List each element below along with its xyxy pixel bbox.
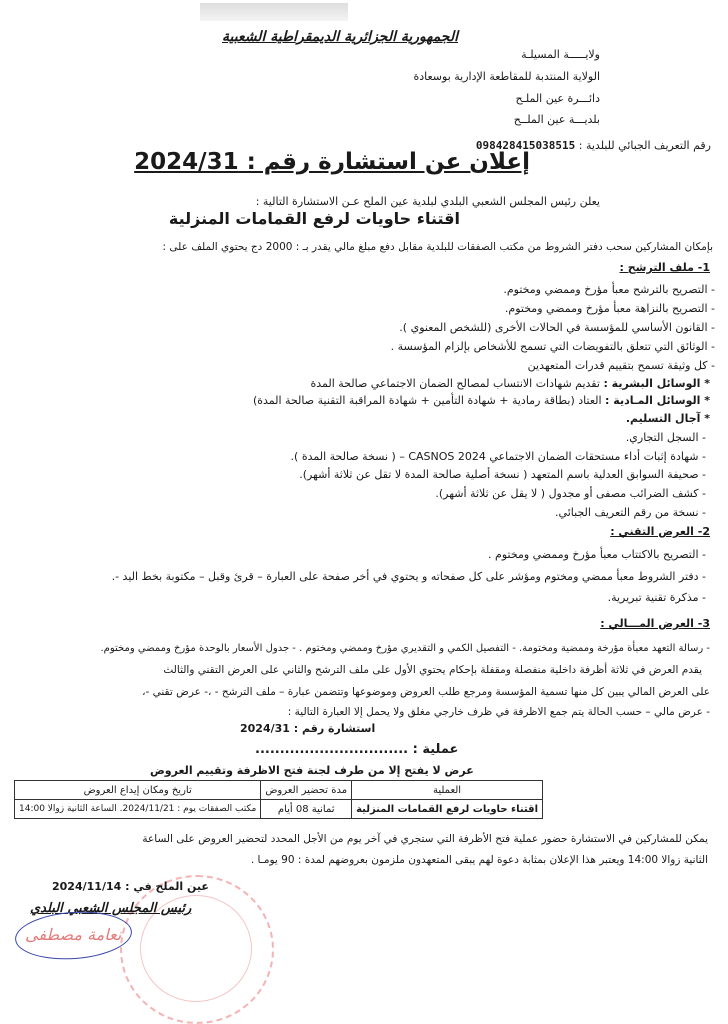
human-means-label: * الوسائل البشرية : bbox=[603, 377, 710, 390]
operation-line: عملية : ............................... bbox=[255, 742, 459, 757]
envelopes-text: - عرض مالي – حسب الحالة يتم جمع الاظرفة في ظرف خارجي مغلق ولا يحمل إلا العبارة التالية : bbox=[287, 706, 710, 718]
commune: بلديـــة عين الملــح bbox=[513, 113, 600, 126]
daira: دائـــرة عين الملـح bbox=[515, 92, 600, 105]
table-header: العملية bbox=[352, 781, 543, 800]
page-title: إعلان عن استشارة رقم : 2024/31 bbox=[134, 149, 530, 175]
list-item: - دفتر الشروط معبأ ممضي ومختوم ومؤشر على كل صفحاته و يحتوي في أخر صفحة على العبارة – قرئ وقبل – مكتوبة بخط اليد -. bbox=[111, 570, 706, 583]
list-item: - التصريح بالترشح معبأ مؤرخ وممضي ومختوم. bbox=[503, 283, 715, 296]
table-header: مدة تحضير العروض bbox=[261, 781, 352, 800]
delivery-label: * آجال التسليم. bbox=[625, 412, 710, 425]
closing-text: يمكن للمشاركين في الاستشارة حضور عملية فتح الأظرفة التي ستجري في آخر يوم من الأجل المحدد لتحضير العروض على الساعة bbox=[142, 833, 708, 845]
delegated-wilaya: الولاية المنتدبة للمقاطعة الإدارية بوسعادة bbox=[413, 70, 600, 83]
table-cell: ثمانية 08 أيام bbox=[261, 800, 352, 819]
table-cell: اقتناء حاويات لرفع القمامات المنزلية bbox=[352, 800, 543, 819]
closing-text: الثانية زوالا 14:00 ويعتبر هذا الإعلان بمثابة دعوة لهم يبقى المتعهدون ملزمون بعروضهم لمدة : 90 يومـا . bbox=[250, 854, 708, 866]
list-item: - التصريح بالاكتتاب معبأ مؤرخ وممضي ومختوم . bbox=[488, 548, 706, 561]
table-header: تاريخ ومكان إيداع العروض bbox=[15, 781, 261, 800]
signatory-title: رئيس المجلس الشعبي البلدي bbox=[30, 901, 192, 916]
list-item: - شهادة إثبات أداء مستحقات الضمان الاجتماعي CASNOS 2024 – ( نسخة صالحة المدة ). bbox=[290, 450, 706, 463]
list-item: - الوثائق التي تتعلق بالتفويضات التي تسمح للأشخاص بإلزام المؤسسة . bbox=[390, 340, 715, 353]
consultation-number: استشارة رقم : 2024/31 bbox=[240, 722, 376, 735]
list-item: - السجل التجاري. bbox=[625, 431, 706, 444]
envelopes-text: على العرض المالي يبين كل منها تسمية المؤسسة ومرجع طلب العروض وموضوعها وتتضمن عبارة – ملف الترشح - ،- عرض تقني -، bbox=[142, 686, 710, 698]
list-item: - التصريح بالنزاهة معبأ مؤرخ وممضي ومختوم. bbox=[504, 302, 715, 315]
wilaya: ولايـــــة المسيلـة bbox=[521, 48, 600, 61]
section1-heading: 1- ملف الترشح : bbox=[619, 261, 710, 274]
material-means-text: العتاد (بطاقة رمادية + شهادة التأمين + شهادة المراقبة التقنية صالحة المدة) bbox=[252, 394, 602, 407]
financial-items: - رسالة التعهد معبأة مؤرخة وممضية ومختومة. - التفصيل الكمي و التقديري مؤرخ وممضي ومختوم . - جدول الأسعار بالوحدة مؤرخ وممضي ومختوم. bbox=[100, 643, 710, 654]
scan-artifact bbox=[200, 3, 348, 21]
subject: اقتناء حاويات لرفع القمامات المنزلية bbox=[168, 209, 460, 228]
republic-header: الجمهورية الجزائرية الديمقراطية الشعبية bbox=[221, 29, 458, 45]
section3-heading: 3- العرض المـــالي : bbox=[600, 617, 710, 630]
list-item: - كل وثيقة تسمح بتقييم قدرات المتعهدين bbox=[527, 359, 715, 372]
material-means-label: * الوسائل المـادية : bbox=[605, 394, 710, 407]
table-row bbox=[15, 800, 543, 819]
withdraw-text: بإمكان المشاركين سحب دفتر الشروط من مكتب الصفقات للبلدية مقابل دفع مبلغ مالي يقدر بـ : 2000 دج يحتوي الملف على : bbox=[162, 241, 713, 253]
list-item: - صحيفة السوابق العدلية باسم المتعهد ( نسخة أصلية صالحة المدة لا تقل عن ثلاثة أشهر). bbox=[299, 468, 706, 481]
table-cell: مكتب الصفقات يوم : 2024/11/21. الساعة الثانية زوالا 14:00 bbox=[15, 800, 261, 819]
table-header-row bbox=[15, 781, 543, 800]
section2-heading: 2- العرض التقني : bbox=[610, 525, 710, 538]
intro: يعلن رئيس المجلس الشعبي البلدي لبلدية عين الملح عـن الاستشارة التالية : bbox=[255, 195, 600, 208]
not-open-notice: عرض لا يفتح إلا من طرف لجنة فتح الاظرفة وتقييم العروض bbox=[150, 764, 474, 777]
tax-id-label: رقم التعريف الجبائي للبلدية : bbox=[578, 139, 711, 152]
material-means bbox=[253, 394, 710, 408]
list-item: - نسخة من رقم التعريف الجبائي. bbox=[555, 506, 706, 519]
list-item: - مذكرة تقنية تبريرية. bbox=[607, 591, 706, 604]
list-item: - القانون الأساسي للمؤسسة في الحالات الأخرى (للشخص المعنوي ). bbox=[399, 321, 715, 334]
human-means bbox=[310, 377, 710, 391]
tax-id: 098428415038515 bbox=[475, 139, 576, 152]
envelopes-text: يقدم العرض في ثلاثة أظرفة داخلية منفصلة ومقفلة بإحكام يحتوي الأول على ملف الترشح والثاني على العرض التقني والثالث bbox=[163, 664, 702, 676]
signature-name: نعامة مصطفى bbox=[25, 925, 122, 944]
list-item: - كشف الضرائب مصفى أو مجدول ( لا يقل عن ثلاثة أشهر). bbox=[435, 487, 706, 500]
deposit-table bbox=[14, 780, 543, 819]
place-date: عين الملح في : 2024/11/14 bbox=[52, 880, 209, 893]
human-means-text: تقديم شهادات الانتساب لمصالح الضمان الاجتماعي صالحة المدة bbox=[310, 377, 600, 390]
